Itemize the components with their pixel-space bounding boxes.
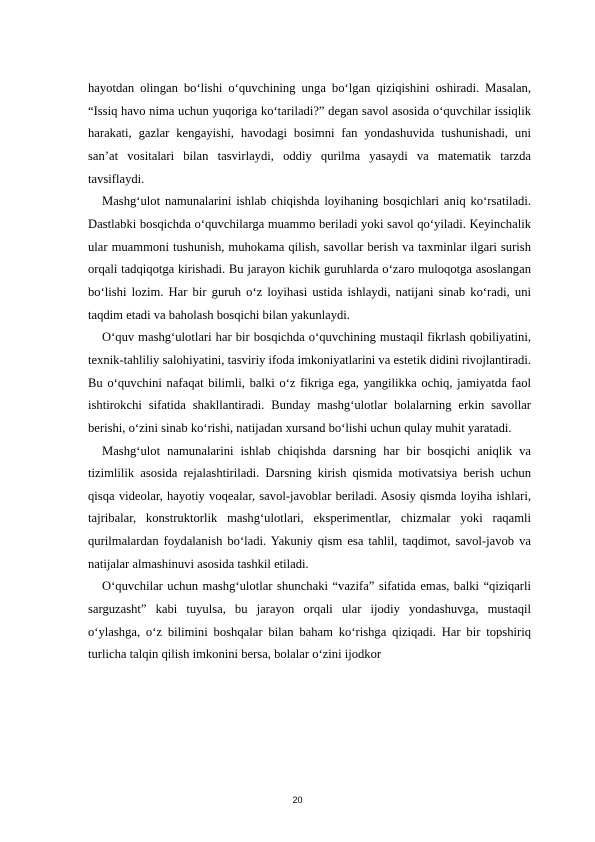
page-body [88, 77, 531, 666]
paragraph-5: O‘quvchilar uchun mashg‘ulotlar shunchaki “vazifa” sifatida emas, balki “qiziqarli sarguzasht” kabi tuyulsa, bu jarayon orqali ular ijodiy yondashuvga, mustaqil o‘ylashga, o‘z bilimini boshqalar bilan baham ko‘rishga qiziqadi. Har bir topshiriq turlicha talqin qilish imkonini bersa, bolalar o‘zini ijodkor [88, 579, 531, 662]
paragraph-2: Mashg‘ulot namunalarini ishlab chiqishda loyihaning bosqichlari aniq ko‘rsatiladi. Dastlabki bosqichda o‘quvchilarga muammo beriladi yoki savol qo‘yiladi. Keyinchalik ular muammoni tushunish, muhokama qilish, savollar berish va taxminlar ilgari surish orqali tadqiqotga kirishadi. Bu jarayon kichik guruhlarda o‘zaro muloqotga asoslangan bo‘lishi lozim. Har bir guruh o‘z loyihasi ustida ishlaydi, natijani sinab ko‘radi, uni taqdim etadi va baholash bosqichi bilan yakunlaydi. [88, 194, 531, 322]
page-number: 20 [292, 795, 303, 805]
paragraph-4: Mashg‘ulot namunalarini ishlab chiqishda darsning har bir bosqichi aniqlik va tizimlilik asosida rejalashtiriladi. Darsning kirish qismida motivatsiya berish uchun qisqa videolar, hayotiy voqealar, savol-javoblar beriladi. Asosiy qismda loyiha ishlari, tajribalar, konstruktorlik mashg‘ulotlari, eksperimentlar, chizmalar yoki raqamli qurilmalardan foydalanish bo‘ladi. Yakuniy qism esa tahlil, taqdimot, savol-javob va natijalar almashinuvi asosida tashkil etiladi. [88, 443, 531, 571]
paragraph-3: O‘quv mashg‘ulotlari har bir bosqichda o‘quvchining mustaqil fikrlash qobiliyatini, texnik-tahliliy salohiyatini, tasviriy ifoda imkoniyatlarini va estetik didini rivojlantiradi. Bu o‘quvchini nafaqat bilimli, balki o‘z fikriga ega, yangilikka ochiq, jamiyatda faol ishtirokchi sifatida shakllantiradi. Bunday mashg‘ulotlar bolalarning erkin savollar berishi, o‘zini sinab ko‘rishi, natijadan xursand bo‘lishi uchun qulay muhit yaratadi. [88, 330, 531, 435]
paragraph-1: hayotdan olingan bo‘lishi o‘quvchining unga bo‘lgan qiziqishini oshiradi. Masalan, “Issiq havo nima uchun yuqoriga ko‘tariladi?” degan savol asosida o‘quvchilar issiqlik harakati, gazlar kengayishi, havodagi bosimni fan yondashuvida tushunishadi, uni san’at vositalari bilan tasvirlaydi, oddiy qurilma yasaydi va matematik tarzda tavsiflaydi. [88, 81, 531, 186]
